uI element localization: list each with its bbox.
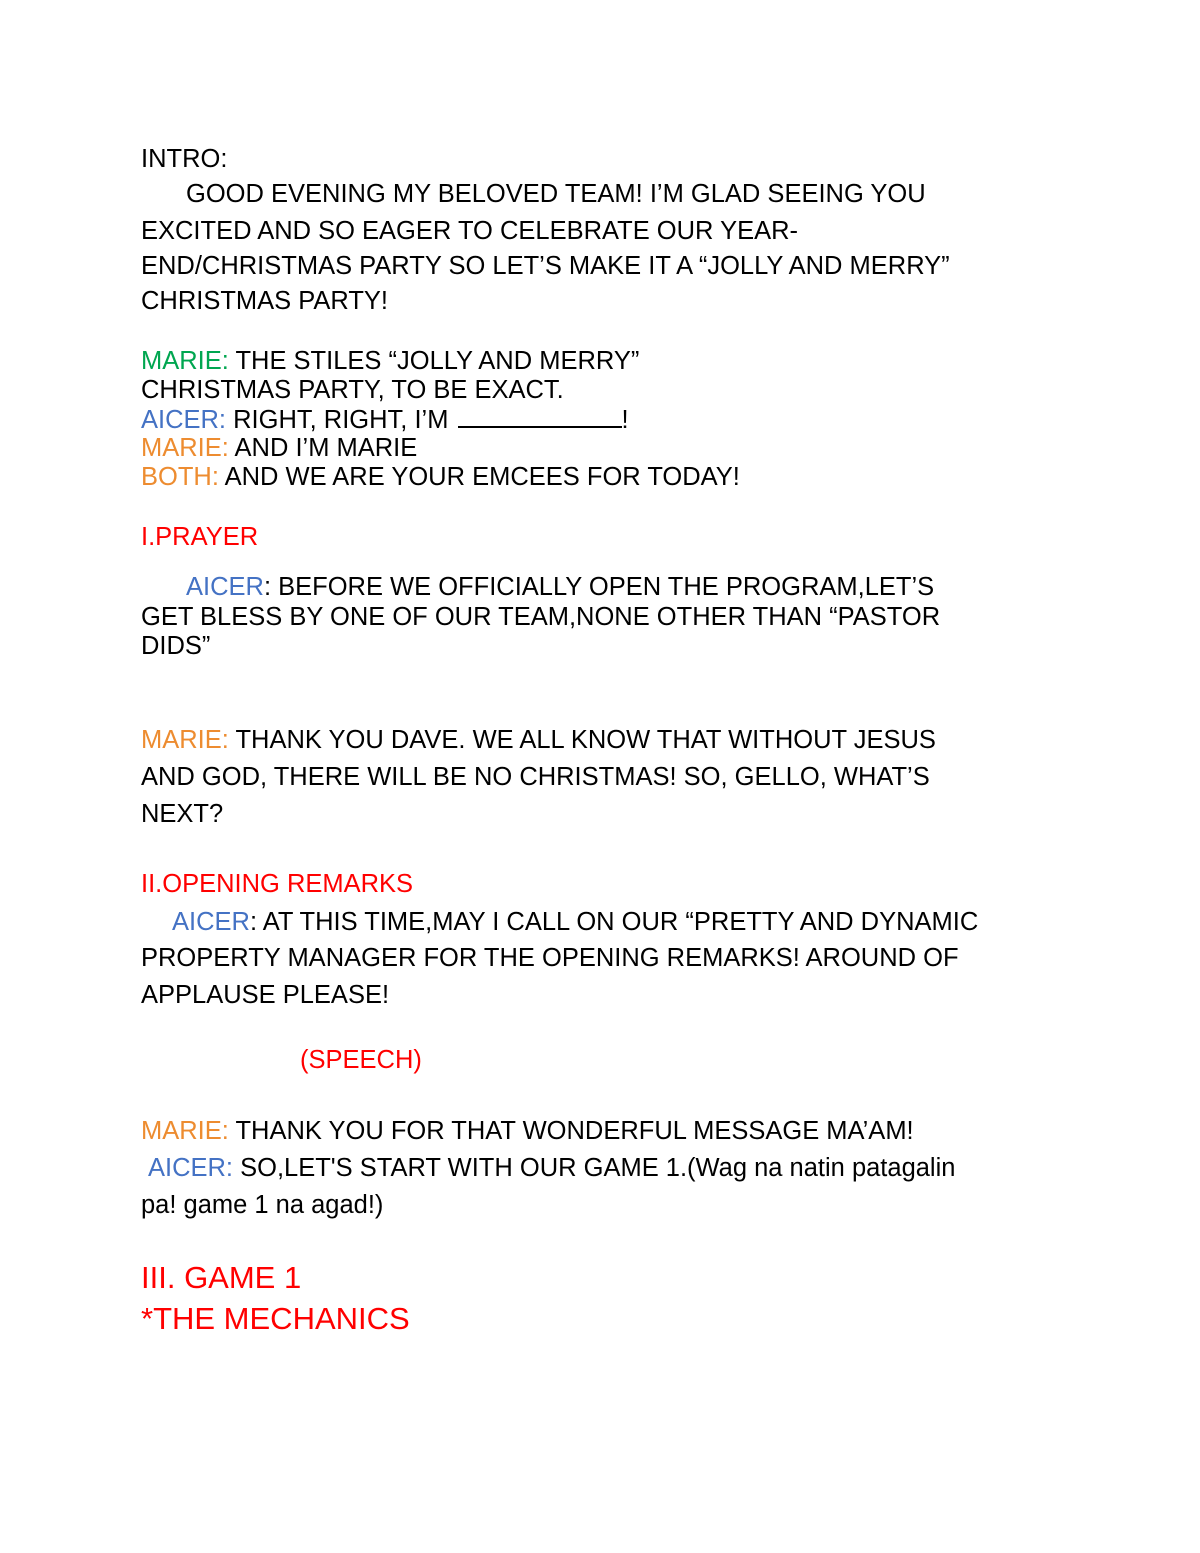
dialogue-text: AND I’M MARIE	[228, 434, 418, 462]
marie-line-1	[141, 346, 639, 376]
aicer-line-1	[141, 404, 629, 435]
intro-line-3: END/CHRISTMAS PARTY SO LET’S MAKE IT A “JOLLY AND MERRY”	[141, 252, 950, 280]
game-1-mechanics: *THE MECHANICS	[141, 1301, 410, 1336]
opening-aicer-line-1	[172, 907, 978, 937]
speaker-aicer: AICER	[172, 908, 250, 936]
speaker-marie: MARIE:	[141, 347, 229, 375]
speaker-marie: MARIE:	[141, 1117, 229, 1145]
prayer-marie-line-1	[141, 725, 936, 755]
both-line	[141, 462, 740, 492]
opening-marie-line	[141, 1116, 914, 1146]
speaker-aicer: AICER:	[148, 1154, 234, 1182]
intro-line-2: EXCITED AND SO EAGER TO CELEBRATE OUR YEAR-	[141, 217, 799, 245]
prayer-aicer-line-2: GET BLESS BY ONE OF OUR TEAM,NONE OTHER THAN “PASTOR	[141, 603, 941, 631]
speaker-marie: MARIE:	[141, 434, 229, 462]
intro-line-4: CHRISTMAS PARTY!	[141, 287, 389, 315]
dialogue-text: : AT THIS TIME,MAY I CALL ON OUR “PRETTY AND DYNAMIC	[249, 908, 979, 936]
speaker-marie: MARIE:	[141, 726, 229, 754]
prayer-aicer-line-1	[186, 572, 934, 602]
intro-line-1: GOOD EVENING MY BELOVED TEAM! I’M GLAD SEEING YOU	[186, 180, 926, 208]
marie-line-2	[141, 433, 417, 463]
intro-label: INTRO:	[141, 145, 228, 173]
marie-line-1-cont: CHRISTMAS PARTY, TO BE EXACT.	[141, 376, 564, 404]
dialogue-text: THANK YOU DAVE. WE ALL KNOW THAT WITHOUT JESUS	[228, 726, 936, 754]
dialogue-text: AND WE ARE YOUR EMCEES FOR TODAY!	[218, 463, 740, 491]
opening-aicer2-line-1	[148, 1153, 955, 1183]
section-heading-opening-remarks: II.OPENING REMARKS	[141, 870, 414, 898]
dialogue-text: THANK YOU FOR THAT WONDERFUL MESSAGE MA’AM!	[228, 1117, 914, 1145]
prayer-marie-line-3: NEXT?	[141, 800, 224, 828]
dialogue-text: : BEFORE WE OFFICIALLY OPEN THE PROGRAM,LET’S	[263, 573, 935, 601]
speaker-aicer: AICER:	[141, 406, 227, 434]
speaker-both: BOTH:	[141, 463, 219, 491]
dialogue-text: THE STILES “JOLLY AND MERRY”	[228, 347, 640, 375]
section-heading-prayer: I.PRAYER	[141, 523, 259, 551]
section-heading-game-1: III. GAME 1	[141, 1260, 302, 1295]
name-blank-line	[458, 404, 622, 428]
opening-aicer-line-2: PROPERTY MANAGER FOR THE OPENING REMARKS! AROUND OF	[141, 944, 959, 972]
prayer-marie-line-2: AND GOD, THERE WILL BE NO CHRISTMAS! SO, GELLO, WHAT’S	[141, 763, 930, 791]
opening-aicer-line-3: APPLAUSE PLEASE!	[141, 981, 390, 1009]
opening-aicer2-line-2: pa! game 1 na agad!)	[141, 1191, 384, 1219]
speech-cue: (SPEECH)	[300, 1046, 422, 1074]
speaker-aicer: AICER	[186, 573, 264, 601]
dialogue-text: SO,LET'S START WITH OUR GAME 1.(Wag na natin patagalin	[233, 1154, 956, 1182]
prayer-aicer-line-3: DIDS”	[141, 632, 211, 660]
dialogue-text: !	[621, 406, 629, 434]
dialogue-text: RIGHT, RIGHT, I’M	[226, 406, 456, 434]
